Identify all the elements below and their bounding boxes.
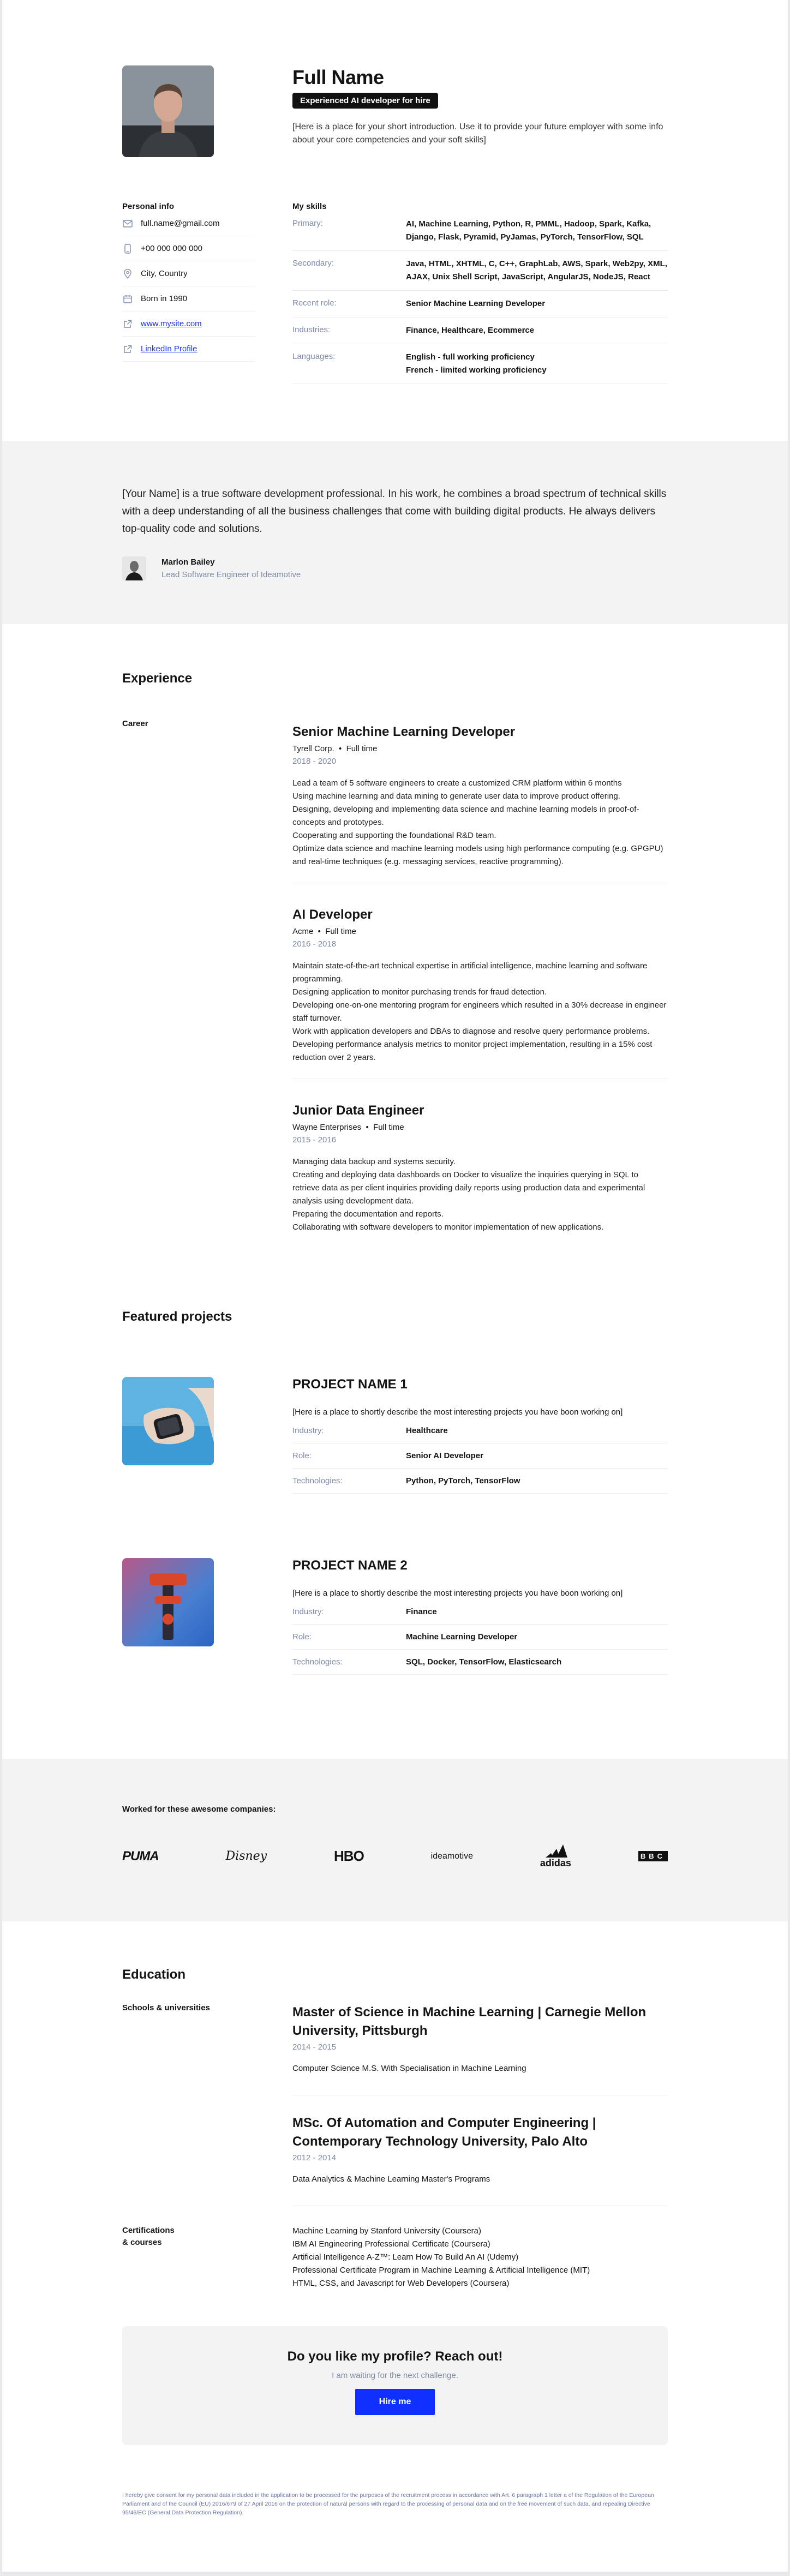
external-link-icon [122, 344, 133, 355]
project-description: [Here is a place to shortly describe the most interesting projects you have boon working on] [292, 1589, 623, 1598]
skill-value: Finance, Healthcare, Ecommerce [406, 326, 535, 335]
job-title: AI Developer [292, 907, 373, 922]
degree-dates: 2012 - 2014 [292, 2153, 337, 2162]
email-text: full.name@gmail.com [141, 219, 220, 228]
hbo-logo: HBO [334, 1848, 364, 1864]
birth-text: Born in 1990 [141, 294, 188, 303]
skill-row [292, 291, 668, 317]
phone-row [122, 236, 255, 261]
degree-description: Computer Science M.S. With Specialisation in Machine Learning [292, 2064, 526, 2073]
project-image [122, 1558, 214, 1646]
job-meta: Tyrell Corp. • Full time [292, 744, 378, 753]
degree-title: MSc. Of Automation and Computer Engineering | Contemporary Technology University, Palo Alto [292, 2116, 596, 2149]
experience-heading: Experience [122, 671, 193, 686]
job-entry [292, 906, 668, 1079]
job-meta: Wayne Enterprises • Full time [292, 1123, 404, 1132]
resume-page [2, 0, 788, 2572]
job-description: Managing data backup and systems security. Creating and deploying data dashboards on Docker to visualize the inquiries querying in SQL to retrieve data as per client inquiries providing daily reports using production data and experimental analysis using development data. Preparing the documentation and reports. Collaborating with software developers to monitor implementation of new applications. [292, 1157, 645, 1232]
cert-item: Machine Learning by Stanford University (Coursera) [292, 2226, 481, 2236]
contact-cta [122, 2326, 668, 2445]
project-value: SQL, Docker, TensorFlow, Elasticsearch [406, 1657, 562, 1667]
author-avatar [122, 556, 146, 580]
certifications [122, 2225, 668, 2290]
project-card [122, 1377, 668, 1494]
linkedin-link[interactable]: LinkedIn Profile [141, 344, 198, 354]
companies-section [2, 1759, 788, 1921]
project-key: Role: [292, 1632, 312, 1642]
skill-key: Secondary: [292, 259, 334, 268]
adidas-text: adidas [540, 1858, 571, 1868]
job-company: Tyrell Corp. [292, 744, 334, 753]
job-description: Maintain state-of-the-art technical expertise in artificial intelligence, machine learning and software programming. Designing application to monitor purchasing trends for fraud detection. Developing one-on-one mentoring program for engineers which resulted in a 30% decrease in engineer staff turnover. Work with application developers and DBAs to diagnose and resolve query performance problems. Developing performance analysis metrics to monitor project implementation, resulting in a 15% cost reduction over 2 years. [292, 961, 667, 1062]
project-key: Industry: [292, 1607, 324, 1616]
projects-section [122, 1271, 668, 1675]
job-dates: 2018 - 2020 [292, 757, 337, 766]
project-row [292, 1625, 668, 1650]
testimonial-section [2, 441, 788, 624]
skill-value: English - full working proficiency French - limited working proficiency [406, 352, 547, 375]
website-row [122, 311, 255, 337]
profile-photo [122, 65, 214, 157]
skill-row [292, 344, 668, 384]
job-meta: Acme • Full time [292, 927, 356, 936]
job-dates: 2016 - 2018 [292, 939, 337, 949]
degree-dates: 2014 - 2015 [292, 2042, 337, 2052]
intro-text: [Here is a place for your short introduction. Use it to provide your future employer with some info about your core competencies and your soft skills] [292, 122, 663, 145]
projects-heading: Featured projects [122, 1309, 232, 1324]
skill-row [292, 317, 668, 344]
email-row [122, 211, 255, 236]
personal-info [122, 202, 255, 362]
ideamotive-logo: ideamotive [430, 1851, 474, 1861]
project-description: [Here is a place to shortly describe the most interesting projects you have boon working on] [292, 1407, 623, 1417]
author-role: Lead Software Engineer of Ideamotive [161, 570, 301, 579]
gdpr-consent-note: I hereby give consent for my personal data included in the application to be processed for the purposes of the recruitment process in accordance with Art. 6 paragraph 1 letter a of the Regulation of the European Parliament and of the Council (EU) 2016/679 of 27 April 2016 on the protection of natural persons with regard to the processing of personal data and on the free movement of such data, and repealing Directive 95/46/EC (General Data Protection Regulation). [122, 2492, 654, 2516]
job-entry [292, 723, 668, 883]
career-label: Career [122, 719, 148, 728]
skill-value: Java, HTML, XHTML, C, C++, GraphLab, AWS, Spark, Web2py, XML, AJAX, Unix Shell Script, JavaScript, AngularJS, NodeJS, React [406, 259, 667, 281]
education-heading: Education [122, 1967, 186, 1982]
certifications-list [292, 2225, 668, 2290]
cert-item: Artificial Intelligence A-Z™: Learn How To Build An AI (Udemy) [292, 2252, 519, 2262]
project-key: Technologies: [292, 1476, 343, 1485]
project-card [122, 1558, 668, 1675]
project-row [292, 1599, 668, 1625]
personal-info-heading: Personal info [122, 202, 175, 211]
hire-me-button[interactable]: Hire me [355, 2389, 435, 2415]
companies-heading: Worked for these awesome companies: [122, 1805, 276, 1814]
certifications-label: Certifications & courses [122, 2226, 175, 2247]
location-text: City, Country [141, 269, 188, 278]
job-entry [292, 1102, 668, 1248]
location-row [122, 261, 255, 286]
job-type: Full time [373, 1123, 404, 1132]
project-row [292, 1469, 668, 1494]
location-pin-icon [122, 268, 133, 279]
external-link-icon [122, 319, 133, 330]
job-title: Senior Machine Learning Developer [292, 724, 516, 739]
job-title: Junior Data Engineer [292, 1103, 424, 1118]
job-dates: 2015 - 2016 [292, 1135, 337, 1145]
project-value: Python, PyTorch, TensorFlow [406, 1476, 520, 1485]
bbc-logo [638, 1851, 668, 1861]
skill-key: Industries: [292, 325, 331, 334]
project-key: Industry: [292, 1426, 324, 1435]
testimonial-author [122, 556, 668, 580]
adidas-logo [540, 1843, 571, 1869]
disney-logo: Disney [225, 1849, 267, 1863]
linkedin-row [122, 337, 255, 362]
job-type: Full time [325, 927, 356, 936]
mail-icon [122, 218, 133, 229]
skills-heading: My skills [292, 202, 327, 211]
project-value: Healthcare [406, 1426, 448, 1435]
cert-item: HTML, CSS, and Javascript for Web Developers (Coursera) [292, 2279, 510, 2288]
degree-description: Data Analytics & Machine Learning Master's Programs [292, 2174, 490, 2184]
testimonial-quote: [Your Name] is a true software development professional. In his work, he combines a broad spectrum of technical skills with a deep understanding of all the business challenges that come with building digital products. He always delivers top-quality code and solutions. [122, 488, 667, 535]
degree-entry [292, 2003, 668, 2095]
project-row [292, 1418, 668, 1443]
project-row [292, 1443, 668, 1469]
skill-row [292, 251, 668, 291]
cert-item: Professional Certificate Program in Machine Learning & Artificial Intelligence (MIT) [292, 2266, 590, 2275]
hero-section [122, 0, 668, 180]
author-name: Marlon Bailey [161, 558, 215, 567]
project-key: Role: [292, 1451, 312, 1460]
experience-section [122, 624, 668, 1248]
phone-text: +00 000 000 000 [141, 244, 203, 253]
info-section [122, 180, 668, 441]
project-key: Technologies: [292, 1657, 343, 1667]
schools-label: Schools & universities [122, 2003, 210, 2012]
job-description: Lead a team of 5 software engineers to create a customized CRM platform within 6 months Using machine learning and data mining to generate user data to improve product offering. Designing, developing and implementing data science and machine learning models in proof-of-concepts and prototypes. Cooperating and supporting the foundational R&D team. Optimize data science and machine learning models using high performance computing (e.g. GPGPU) and real-time techniques (e.g. messaging services, reactive programming). [292, 778, 663, 866]
job-type: Full time [346, 744, 378, 753]
bbc-text: BBC [638, 1851, 668, 1861]
skills-panel [292, 202, 668, 384]
phone-icon [122, 243, 133, 254]
headline-badge: Experienced AI developer for hire [292, 93, 438, 109]
full-name: Full Name [292, 66, 384, 88]
skill-key: Languages: [292, 352, 336, 361]
project-value: Finance [406, 1607, 437, 1616]
puma-logo: PUMA [122, 1848, 159, 1864]
project-name: PROJECT NAME 2 [292, 1558, 408, 1573]
cta-title: Do you like my profile? Reach out! [287, 2349, 503, 2364]
skill-key: Primary: [292, 219, 323, 228]
project-image [122, 1377, 214, 1465]
birth-row [122, 286, 255, 311]
degree-entry [292, 2114, 668, 2206]
skill-row [292, 211, 668, 251]
project-value: Machine Learning Developer [406, 1632, 518, 1642]
cert-item: IBM AI Engineering Professional Certificate (Coursera) [292, 2239, 490, 2249]
website-link[interactable]: www.mysite.com [141, 319, 202, 328]
skill-value: Senior Machine Learning Developer [406, 299, 546, 308]
project-name: PROJECT NAME 1 [292, 1377, 408, 1392]
project-row [292, 1650, 668, 1675]
job-company: Wayne Enterprises [292, 1123, 362, 1132]
cta-subtitle: I am waiting for the next challenge. [332, 2371, 458, 2380]
job-company: Acme [292, 927, 314, 936]
company-logos [122, 1843, 668, 1869]
degree-title: Master of Science in Machine Learning | Carnegie Mellon University, Pittsburgh [292, 2005, 647, 2038]
education-section [122, 1921, 668, 2572]
skill-value: AI, Machine Learning, Python, R, PMML, Hadoop, Spark, Kafka, Django, Flask, Pyramid, PyJamas, PyTorch, TensorFlow, SQL [406, 219, 651, 242]
calendar-icon [122, 293, 133, 304]
project-value: Senior AI Developer [406, 1451, 483, 1460]
skill-key: Recent role: [292, 298, 337, 308]
